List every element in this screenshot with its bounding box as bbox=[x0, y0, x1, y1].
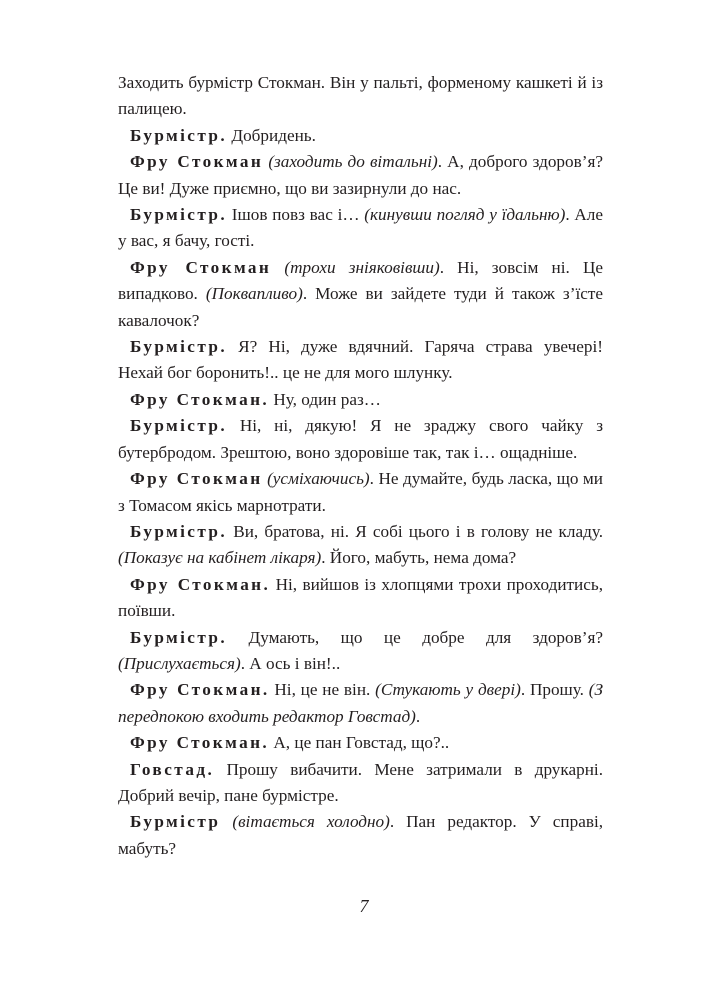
stage-direction: (кинувши погляд у їдальню) bbox=[364, 205, 566, 225]
dialogue-text: А, це пан Говстад, що?.. bbox=[269, 733, 450, 753]
stage-direction: (З передпокою входить редактор Говстад) bbox=[118, 680, 603, 726]
speaker-name: Бурмістр. bbox=[130, 337, 228, 357]
dialogue-paragraph bbox=[118, 809, 603, 862]
speaker-name: Фру Стокман bbox=[130, 152, 264, 172]
speaker-name: Бурмістр. bbox=[130, 627, 228, 647]
dialogue-text: . А, доброго здоров’я? Це ви! Дуже приємно, що ви зазирнули до нас. bbox=[118, 152, 603, 198]
dialogue-paragraph bbox=[118, 519, 603, 572]
dialogue-text: . Але у вас, я бачу, гості. bbox=[118, 205, 603, 251]
stage-direction: (трохи зніяковівши) bbox=[284, 257, 440, 277]
stage-direction: (усміхаючись) bbox=[267, 469, 370, 489]
dialogue-paragraph bbox=[118, 202, 603, 255]
dialogue-text bbox=[271, 258, 284, 277]
dialogue-text: . Може ви зайдете туди й також з’їсте кавалочок? bbox=[118, 284, 603, 330]
speaker-name: Бурмістр. bbox=[130, 205, 228, 225]
dialogue-paragraph bbox=[118, 677, 603, 730]
dialogue-paragraph bbox=[118, 730, 603, 756]
dialogue-text: . Прошу. bbox=[520, 680, 589, 700]
dialogue-text: . Не думайте, будь ласка, що ми з Томасом якісь марнотрати. bbox=[118, 469, 603, 515]
dialogue-paragraph bbox=[118, 625, 603, 678]
dialogue-paragraph bbox=[118, 413, 603, 466]
stage-direction: (Прислухається) bbox=[118, 653, 241, 673]
speaker-name: Фру Стокман. bbox=[130, 389, 270, 409]
stage-direction: (заходить до вітальні) bbox=[268, 152, 438, 172]
dialogue-text: . Пан редактор. У справі, мабуть? bbox=[118, 812, 604, 858]
dialogue-paragraph bbox=[118, 387, 603, 413]
dialogue-paragraph bbox=[118, 255, 603, 334]
dialogue-text: Ішов повз вас і… bbox=[227, 205, 365, 225]
dialogue-paragraph bbox=[118, 466, 603, 519]
dialogue-text: Ні, це не він. bbox=[269, 680, 376, 700]
stage-direction: (вітається холодно) bbox=[232, 812, 390, 832]
dialogue-paragraph bbox=[118, 149, 603, 202]
dialogue-text: . А ось і він!.. bbox=[240, 653, 341, 673]
dialogue-text: . Його, мабуть, нема дома? bbox=[321, 548, 517, 568]
dialogue-text: Я? Ні, дуже вдячний. Гаряча страва увечері! Нехай бог боронить!.. це не для мого шлунку. bbox=[118, 337, 603, 383]
speaker-name: Бурмістр. bbox=[130, 521, 228, 541]
dialogue-text: Заходить бурмістр Стокман. Він у пальті, форменому кашкеті й із палицею. bbox=[118, 73, 603, 119]
stage-direction: (Поквапливо) bbox=[205, 284, 303, 304]
dialogue-paragraph bbox=[118, 757, 603, 810]
speaker-name: Бурмістр. bbox=[130, 125, 228, 145]
dialogue-paragraph bbox=[118, 123, 603, 149]
speaker-name: Фру Стокман. bbox=[130, 574, 271, 594]
stage-direction: (Стукають у двері) bbox=[375, 680, 521, 700]
dialogue-text: . bbox=[415, 706, 421, 726]
speaker-name: Бурмістр. bbox=[130, 416, 228, 436]
speaker-name: Бурмістр bbox=[130, 812, 221, 832]
play-text bbox=[118, 70, 603, 862]
speaker-name: Фру Стокман. bbox=[130, 680, 270, 700]
dialogue-text: Ні, вийшов із хлопцями трохи проходитись, поївши. bbox=[118, 574, 603, 621]
dialogue-text: Добридень. bbox=[227, 125, 316, 145]
dialogue-text: Прошу вибачити. Мене затримали в друкарні. Добрий вечір, пане бурмістре. bbox=[118, 759, 603, 805]
dialogue-paragraph bbox=[118, 572, 603, 625]
page-number: 7 bbox=[359, 896, 369, 916]
stage-direction: (Показує на кабінет лікаря) bbox=[118, 548, 322, 568]
dialogue-text: Думають, що це добре для здоров’я? bbox=[227, 627, 603, 647]
speaker-name: Фру Стокман bbox=[130, 469, 263, 489]
stage-direction-paragraph bbox=[118, 70, 603, 123]
dialogue-text: Ну, один раз… bbox=[269, 389, 381, 409]
speaker-name: Фру Стокман bbox=[130, 257, 272, 277]
dialogue-paragraph bbox=[118, 334, 603, 387]
speaker-name: Говстад. bbox=[130, 759, 215, 779]
dialogue-text bbox=[220, 812, 232, 831]
dialogue-text: Ні, ні, дякую! Я не зраджу свого чайку з бутербродом. Зрештою, воно здоровіше так, так і… ощадніше. bbox=[118, 416, 603, 462]
speaker-name: Фру Стокман. bbox=[130, 733, 270, 753]
dialogue-text: Ви, братова, ні. Я собі цього і в голову не кладу. bbox=[227, 521, 603, 541]
dialogue-text: . Ні, зовсім ні. Це випадково. bbox=[118, 257, 604, 304]
